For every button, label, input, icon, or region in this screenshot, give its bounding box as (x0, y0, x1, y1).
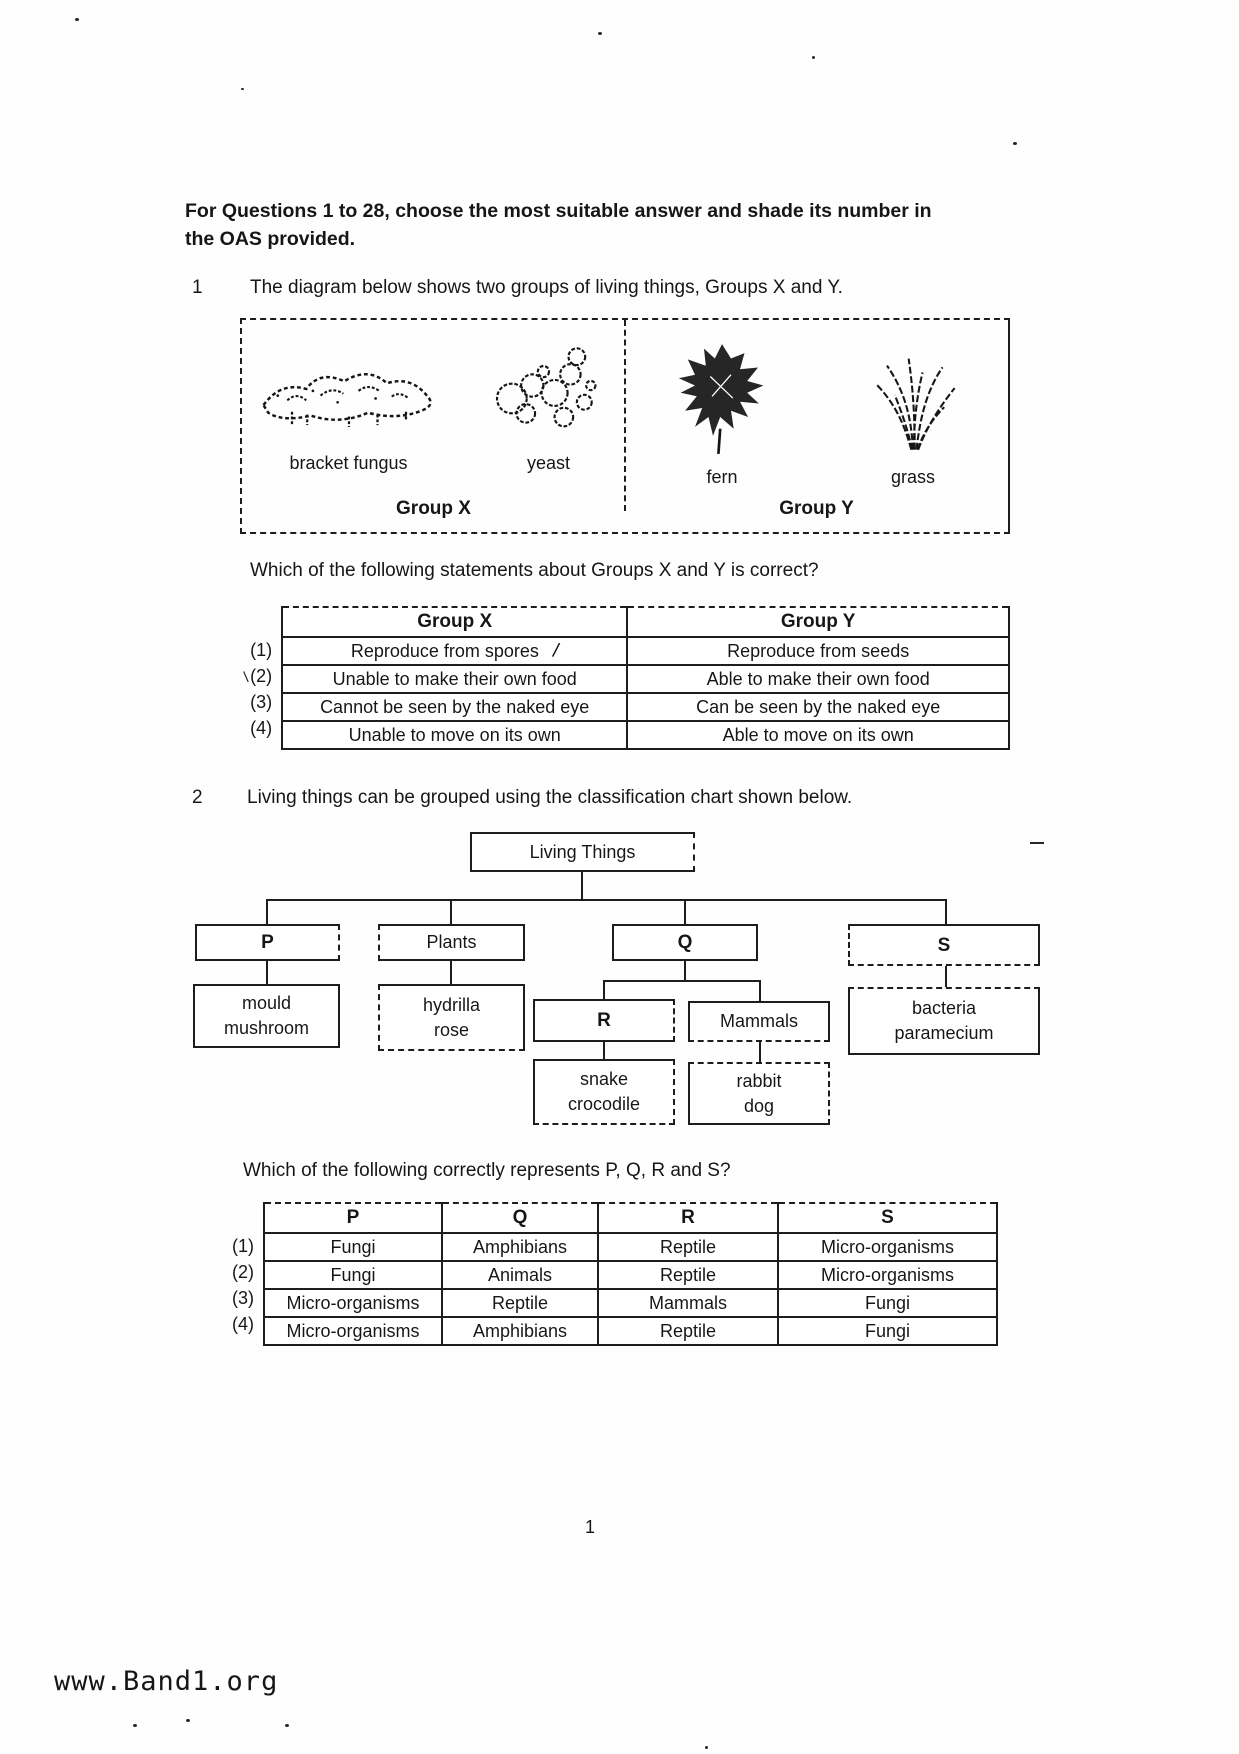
table-cell: Amphibians (442, 1233, 598, 1261)
pen-tick-mark: / (550, 639, 561, 662)
leaf-line: mushroom (223, 1018, 310, 1038)
table-cell: Able to move on its own (627, 721, 1009, 749)
table-cell: Reproduce from seeds (627, 637, 1009, 665)
groups-diagram (240, 318, 1010, 534)
col-group-x: Group X (282, 607, 627, 637)
leaf-line: dog (743, 1095, 775, 1116)
option-3: (3) (250, 692, 273, 712)
instructions-line-1: For Questions 1 to 28, choose the most suitable answer and shade its number in (185, 200, 932, 222)
leaf-line: hydrilla (422, 994, 481, 1015)
connector-line (603, 980, 760, 982)
scan-artifact (598, 32, 602, 35)
leaf-line: crocodile (567, 1094, 641, 1114)
table-cell: Micro-organisms (778, 1233, 997, 1261)
option-4: (4) (250, 718, 273, 738)
table-cell: Micro-organisms (778, 1261, 997, 1289)
q1-answer-table (281, 606, 1010, 750)
table-cell: Unable to move on its own (282, 721, 627, 749)
node-s: S (848, 924, 1040, 966)
q1-answer-area (244, 606, 1010, 750)
table-cell: Micro-organisms (264, 1317, 442, 1345)
table-header-row (282, 607, 1009, 637)
grass-figure (861, 346, 965, 488)
table-cell: Reptile (598, 1233, 778, 1261)
table-cell: Fungi (778, 1289, 997, 1317)
q2-answer-area (232, 1202, 998, 1346)
fern-figure (668, 340, 776, 488)
grass-image (861, 346, 965, 458)
group-y-panel (625, 320, 1008, 532)
scan-artifact (241, 88, 244, 90)
table-cell: Unable to make their own food (282, 665, 627, 693)
table-cell: Amphibians (442, 1317, 598, 1345)
grass-caption: grass (890, 467, 935, 487)
connector-line (603, 1042, 605, 1059)
yeast-image (484, 340, 614, 444)
option-1: (1) (250, 640, 273, 660)
node-q: Q (612, 924, 758, 961)
table-cell: Mammals (598, 1289, 778, 1317)
node-r: R (533, 999, 675, 1042)
bracket-fungus-caption: bracket fungus (289, 453, 408, 473)
table-cell: Fungi (264, 1261, 442, 1289)
classification-chart (170, 830, 1070, 1132)
node-plants-examples (378, 984, 525, 1051)
group-x-panel (242, 320, 625, 532)
connector-line (450, 961, 452, 984)
question-2-number: 2 (192, 787, 203, 808)
leaf-line: mould (241, 993, 292, 1013)
table-cell: Reproduce from spores / (282, 637, 627, 665)
yeast-caption: yeast (526, 453, 571, 473)
table-row (282, 637, 1009, 665)
connector-line (266, 899, 268, 924)
question-2-prompt: Living things can be grouped using the classification chart shown below. (247, 787, 853, 808)
scan-artifact (705, 1746, 708, 1749)
connector-line (266, 961, 268, 984)
node-r-examples (533, 1059, 675, 1125)
node-mammals-examples (688, 1062, 830, 1125)
question-2-text: Which of the following correctly represents P, Q, R and S? (243, 1160, 731, 1181)
leaf-line: bacteria (911, 998, 977, 1018)
table-cell: Fungi (778, 1317, 997, 1345)
table-cell: Fungi (264, 1233, 442, 1261)
table-row (282, 693, 1009, 721)
option-2: \(2) (244, 663, 281, 689)
diagram-divider (624, 320, 626, 511)
table-row (264, 1317, 997, 1345)
node-p-examples (193, 984, 340, 1048)
connector-line (603, 980, 605, 999)
node-plants: Plants (378, 924, 525, 961)
connector-line (684, 961, 686, 980)
table-cell: Reptile (442, 1289, 598, 1317)
q2-option-numbers (232, 1202, 263, 1337)
table-header-row (264, 1203, 997, 1233)
fern-caption: fern (706, 467, 738, 487)
table-cell: Animals (442, 1261, 598, 1289)
q1-option-numbers (244, 606, 281, 741)
table-cell: Reptile (598, 1317, 778, 1345)
scan-artifact (1030, 842, 1044, 844)
instructions-line-2: the OAS provided. (185, 228, 356, 250)
fern-image (668, 340, 776, 458)
q2-answer-table (263, 1202, 998, 1346)
connector-line (759, 980, 761, 1001)
table-row (282, 665, 1009, 693)
leaf-line: rabbit (736, 1070, 782, 1091)
watermark-url: www.Band1.org (54, 1666, 279, 1697)
option-4: (4) (232, 1314, 254, 1334)
connector-line (581, 872, 583, 899)
table-cell: Able to make their own food (627, 665, 1009, 693)
table-row (264, 1261, 997, 1289)
option-3: (3) (232, 1288, 254, 1308)
option-1: (1) (232, 1236, 254, 1256)
col-r: R (598, 1203, 778, 1233)
node-mammals: Mammals (688, 1001, 830, 1042)
table-row (264, 1289, 997, 1317)
scan-artifact (812, 56, 815, 59)
table-cell: Reptile (598, 1261, 778, 1289)
pen-mark: \ (242, 668, 250, 687)
col-p: P (264, 1203, 442, 1233)
bracket-fungus-image (254, 352, 444, 444)
col-q: Q (442, 1203, 598, 1233)
option-2: (2) (232, 1262, 254, 1282)
scan-artifact (1013, 142, 1017, 145)
page-number: 1 (584, 1517, 595, 1537)
group-x-label: Group X (396, 498, 471, 519)
connector-line (450, 899, 452, 924)
col-group-y: Group Y (627, 607, 1009, 637)
scan-artifact (285, 1724, 289, 1727)
question-1-prompt: The diagram below shows two groups of living things, Groups X and Y. (250, 277, 843, 298)
leaf-line: rose (433, 1019, 469, 1040)
connector-line (945, 966, 947, 987)
table-row (282, 721, 1009, 749)
question-1-text: Which of the following statements about Groups X and Y is correct? (250, 560, 819, 581)
col-s: S (778, 1203, 997, 1233)
section-instructions (185, 197, 1035, 253)
table-cell: Can be seen by the naked eye (627, 693, 1009, 721)
table-cell: Cannot be seen by the naked eye (282, 693, 627, 721)
scan-artifact (186, 1719, 190, 1722)
table-row (264, 1233, 997, 1261)
connector-line (266, 899, 946, 901)
node-s-examples (848, 987, 1040, 1055)
connector-line (684, 899, 686, 924)
leaf-line: snake (579, 1069, 629, 1089)
scan-artifact (133, 1724, 137, 1727)
connector-line (945, 899, 947, 924)
node-p: P (195, 924, 340, 961)
table-cell: Micro-organisms (264, 1289, 442, 1317)
group-y-label: Group Y (779, 498, 854, 519)
scan-artifact (75, 18, 79, 21)
node-living-things: Living Things (470, 832, 695, 872)
leaf-line: paramecium (894, 1023, 994, 1043)
connector-line (759, 1042, 761, 1062)
bracket-fungus-figure (254, 352, 444, 474)
yeast-figure (484, 340, 614, 474)
question-1-number: 1 (192, 277, 203, 298)
